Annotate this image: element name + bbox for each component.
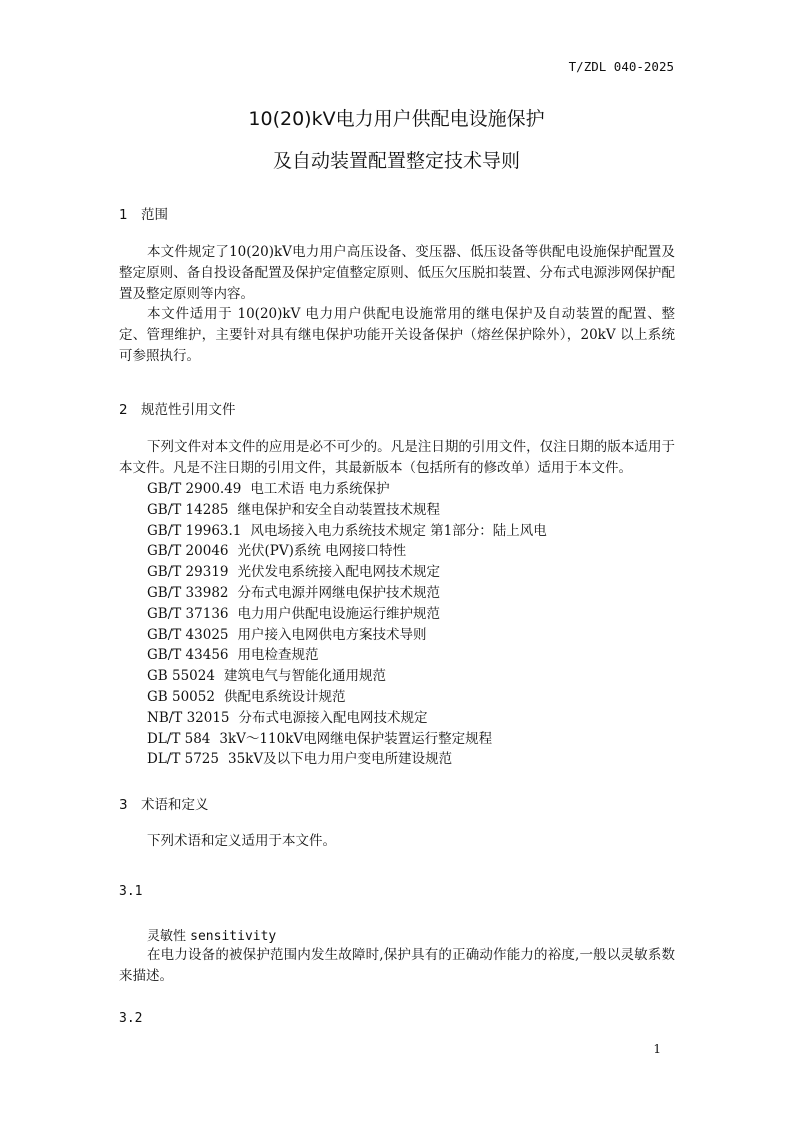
reference-item (147, 541, 547, 562)
reference-title: 光伏(PV)系统 电网接口特性 (237, 543, 407, 560)
document-code: T/ZDL 040-2025 (568, 59, 674, 74)
reference-title: 继电保护和安全自动装置技术规程 (237, 501, 440, 518)
reference-item (147, 625, 547, 646)
paragraph: 本文件规定了10(20)kV电力用户高压设备、变压器、低压设备等供配电设施保护配置及整定原则、备自投设备配置及保护定值整定原则、低压欠压脱扣装置、分布式电源涉网保护配置及整定原则等内容。 (119, 244, 675, 302)
section-2-intro (119, 437, 675, 479)
reference-title: 建筑电气与智能化通用规范 (223, 668, 386, 685)
reference-title: 风电场接入电力系统技术规定 第1部分：陆上风电 (250, 522, 547, 539)
reference-code: DL/T 5725 (147, 751, 219, 768)
reference-list (147, 479, 547, 770)
reference-code: GB/T 14285 (147, 501, 229, 518)
reference-item (147, 645, 547, 666)
document-title-line2: 及自动装置配置整定技术导则 (272, 150, 520, 172)
term-3-1-definition (119, 945, 675, 987)
section-title: 规范性引用文件 (141, 402, 236, 418)
subsection-3-2-number: 3.2 (119, 1011, 143, 1026)
reference-title: 3kV～110kV电网继电保护装置运行整定规程 (219, 730, 493, 747)
reference-item (147, 687, 547, 708)
reference-title: 分布式电源接入配电网技术规定 (238, 709, 428, 726)
section-2-heading (119, 398, 236, 418)
reference-item (147, 749, 547, 770)
reference-code: GB/T 37136 (147, 605, 229, 622)
section-title: 范围 (141, 207, 168, 223)
page-number: 1 (653, 1042, 661, 1056)
reference-item (147, 500, 547, 521)
reference-item (147, 521, 547, 542)
reference-code: GB 55024 (147, 668, 215, 685)
reference-code: GB/T 43456 (147, 647, 229, 664)
term-3-1 (147, 925, 276, 944)
reference-item (147, 562, 547, 583)
reference-title: 分布式电源并网继电保护技术规范 (237, 584, 440, 601)
reference-title: 供配电系统设计规范 (223, 688, 346, 705)
section-1-body (119, 242, 675, 367)
section-number: 1 (119, 207, 128, 223)
reference-code: GB/T 2900.49 (147, 481, 242, 497)
reference-title: 光伏发电系统接入配电网技术规定 (237, 564, 440, 581)
reference-code: GB/T 33982 (147, 584, 229, 601)
reference-title: 电力用户供配电设施运行维护规范 (237, 605, 440, 622)
reference-title: 用户接入电网供电方案技术导则 (237, 626, 427, 643)
reference-title: 用电检查规范 (237, 647, 319, 664)
reference-item (147, 479, 547, 500)
section-number: 3 (119, 797, 128, 813)
term-en: sensitivity (190, 929, 277, 944)
reference-item (147, 604, 547, 625)
section-1-heading (119, 203, 168, 223)
subsection-3-1-number: 3.1 (119, 884, 143, 899)
reference-item (147, 666, 547, 687)
reference-item (147, 729, 547, 750)
term-cn: 灵敏性 (147, 929, 187, 944)
reference-code: GB/T 43025 (147, 626, 229, 643)
reference-code: GB 50052 (147, 688, 215, 705)
reference-code: GB/T 19963.1 (147, 522, 242, 539)
reference-title: 电工术语 电力系统保护 (250, 481, 390, 497)
paragraph: 下列术语和定义适用于本文件。 (147, 833, 336, 849)
reference-code: GB/T 29319 (147, 564, 229, 581)
reference-title: 35kV及以下电力用户变电所建设规范 (228, 751, 453, 768)
reference-code: GB/T 20046 (147, 543, 229, 560)
reference-item (147, 708, 547, 729)
section-title: 术语和定义 (141, 797, 209, 813)
section-3-heading (119, 793, 209, 813)
paragraph: 下列文件对本文件的应用是必不可少的。凡是注日期的引用文件，仅注日期的版本适用于本文件。凡是不注日期的引用文件，其最新版本（包括所有的修改单）适用于本文件。 (119, 439, 675, 476)
section-3-intro (119, 831, 675, 852)
paragraph: 在电力设备的被保护范围内发生故障时,保护具有的正确动作能力的裕度,一般以灵敏系数来描述。 (119, 947, 675, 984)
paragraph: 本文件适用于 10(20)kV 电力用户供配电设施常用的继电保护及自动装置的配置、整定、管理维护，主要针对具有继电保护功能开关设备保护（熔丝保护除外），20kV 以上系统可参照执行。 (119, 306, 675, 364)
document-title-line1: 10(20)kV电力用户供配电设施保护 (248, 108, 545, 130)
reference-code: DL/T 584 (147, 730, 211, 747)
reference-item (147, 583, 547, 604)
section-number: 2 (119, 402, 128, 418)
reference-code: NB/T 32015 (147, 709, 230, 726)
